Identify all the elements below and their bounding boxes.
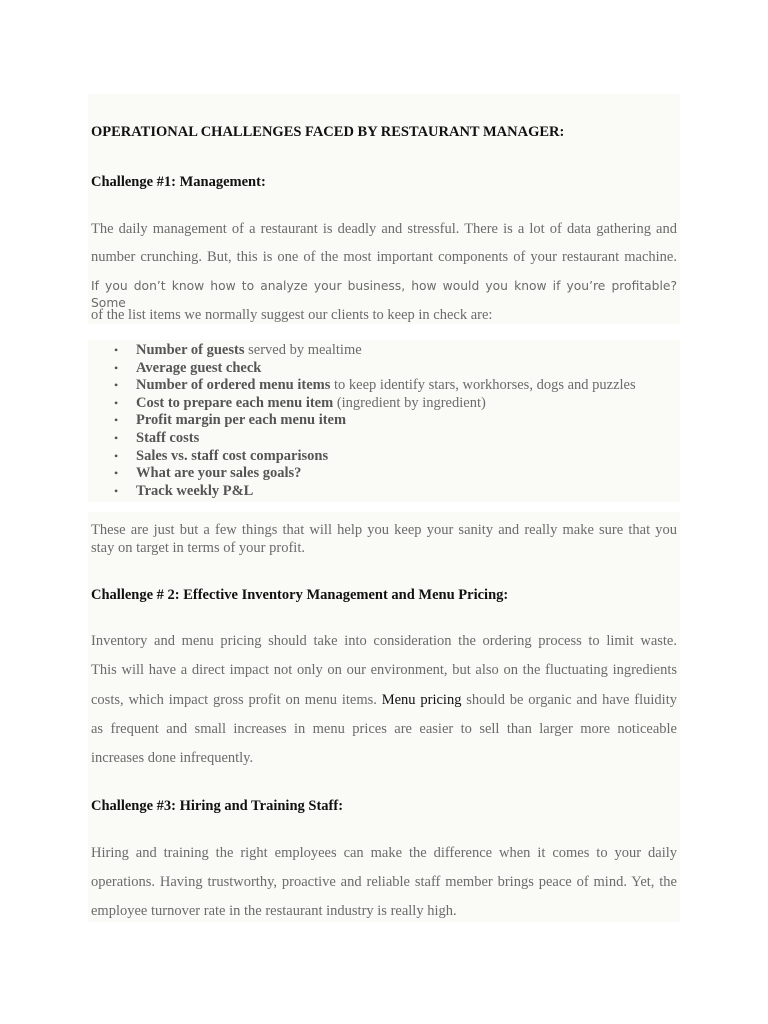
paragraph-line: These are just but a few things that will help you keep your sanity and really make sure that you [91,522,677,538]
list-item [91,430,677,448]
paragraph-line [91,692,677,709]
paragraph-line: The daily management of a restaurant is deadly and stressful. There is a lot of data gathering and [91,221,677,237]
paragraph-line: operations. Having trustworthy, proactive and reliable staff member brings peace of mind. Yet, the [91,874,677,890]
list-item-lead: Cost to prepare each menu item [136,394,334,411]
paragraph-line: If you don’t know how to analyze your business, how would you know if you’re profitable? Some [91,279,677,310]
list-item-lead: Number of guests [136,342,245,358]
list-item-lead: Average guest check [136,359,262,376]
list-item [91,360,677,378]
menu-pricing-link[interactable]: Menu pricing [381,692,462,708]
list-item-rest: (ingredient by ingredient) [333,394,486,411]
paragraph-line: increases done infrequently. [91,750,254,766]
document-title: OPERATIONAL CHALLENGES FACED BY RESTAURANT MANAGER: [91,124,565,140]
list-item [91,377,677,395]
paragraph-line: as frequent and small increases in menu prices are easier to sell than larger more noticeable [91,721,677,737]
paragraph-line: Hiring and training the right employees can make the difference when it comes to your daily [91,845,677,861]
bullet: • [114,378,119,393]
paragraph-line: number crunching. But, this is one of the most important components of your restaurant machine. [91,249,677,265]
list-item [91,448,677,466]
challenge-3-heading: Challenge #3: Hiring and Training Staff: [91,798,344,814]
list-item [91,395,677,413]
paragraph-line: stay on target in terms of your profit. [91,540,305,556]
list-item-lead: Sales vs. staff cost comparisons [136,447,329,464]
list-item-lead: Track weekly P&L [136,482,254,499]
list-item-lead: Number of ordered menu items [136,377,331,394]
bullet: • [114,448,119,463]
bullet: • [114,395,119,410]
bullet: • [114,360,119,375]
text-run: costs, which impact gross profit on menu items. [91,692,382,708]
paragraph-line: Inventory and menu pricing should take into consideration the ordering process to limit waste. [91,633,677,649]
list-item [91,465,677,483]
list-item [91,483,677,501]
list-item [91,342,677,360]
challenge-2-heading: Challenge # 2: Effective Inventory Management and Menu Pricing: [91,587,509,603]
kpi-list [91,342,677,500]
list-item-lead: Staff costs [136,429,200,446]
list-item [91,412,677,430]
paragraph-line: of the list items we normally suggest our clients to keep in check are: [91,307,493,323]
paragraph-line: employee turnover rate in the restaurant industry is really high. [91,903,457,919]
text-run: should be organic and have fluidity [461,692,677,708]
bullet: • [114,413,119,428]
bullet: • [114,483,119,498]
list-item-lead: What are your sales goals? [136,465,302,482]
list-item-rest: to keep identify stars, workhorses, dogs and puzzles [330,377,636,394]
bullet: • [114,343,119,357]
bullet: • [114,466,119,481]
list-item-lead: Profit margin per each menu item [136,412,347,429]
bullet: • [114,430,119,445]
list-item-rest: served by mealtime [244,342,362,358]
paragraph-line: This will have a direct impact not only on our environment, but also on the fluctuating ingredients [91,662,677,678]
challenge-1-heading: Challenge #1: Management: [91,174,266,190]
